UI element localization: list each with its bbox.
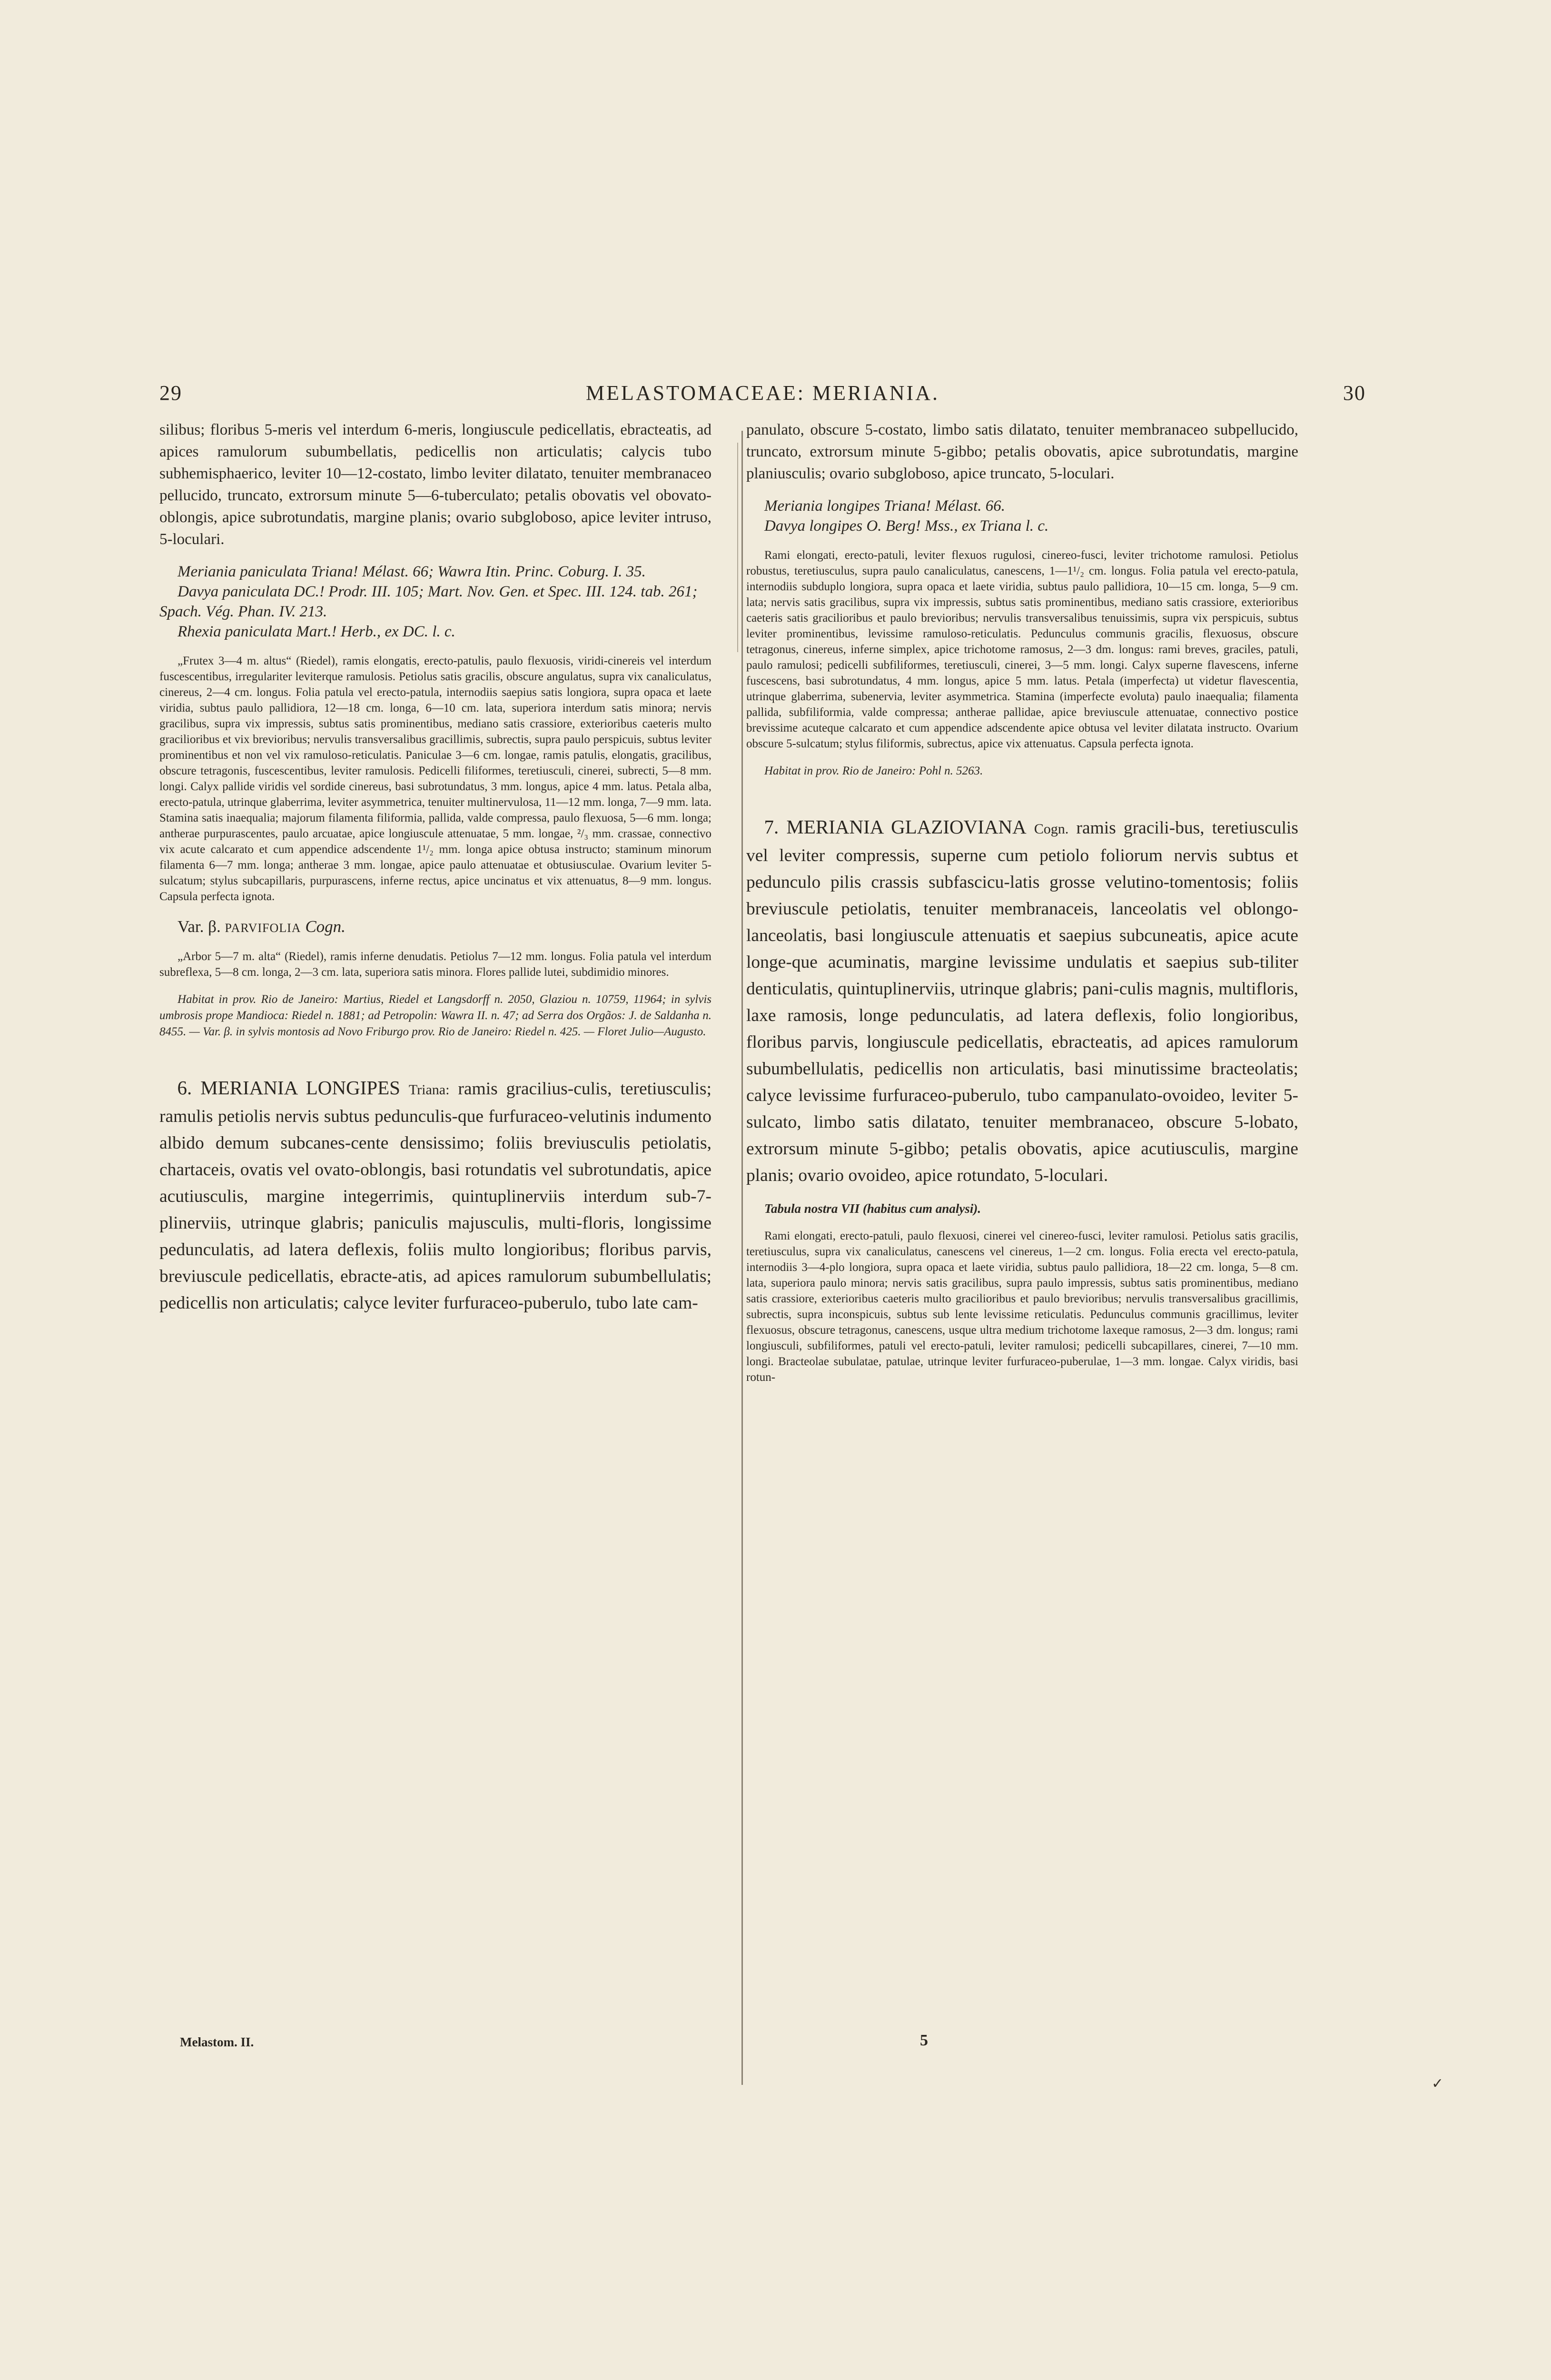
species-6-number: 6. <box>177 1077 192 1099</box>
running-title: MELASTOMACEAE: MERIANIA. <box>586 381 939 405</box>
variety-description: „Arbor 5—7 m. alta“ (Riedel), ramis inferne denudatis. Petiolus 7—12 mm. longus. Folia patula vel interdum subreflexa, 5—8 cm. longa, 2—3 cm. lata, superiora satis minora. Flores pallide lutei, subdimidio minores. <box>159 950 711 979</box>
species-6-diagnosis <box>159 1074 711 1317</box>
species-7-number: 7. <box>764 816 779 838</box>
plate-reference: Tabula nostra VII (habitus cum analysi). <box>764 1201 981 1216</box>
species-5-description: „Frutex 3—4 m. altus“ (Riedel), ramis elongatis, erecto-patulis, paulo flexuosis, viridi-cinereis vel interdum fuscescentibus, irregulariter leviterque ramulosis. Petiolus satis gracilis, obscure angulatus, supra vix canaliculatus, cinereus, 2—4 cm. longus. Folia patula vel erecto-patula, internodiis saepius satis longiora, supra opaca et laete viridia, subtus paulo pallidiora, 12—18 cm. longa, 6—10 cm. lata, superiora interdum satis minora; nervis gracilibus, supra vix impressis, subtus satis prominentibus, mediano satis crassiore, exterioribus caeteris multo gracilioribus et vix brevioribus; nervulis transversalibus gracillimis, subrectis, supra paulo perspicuis, subtus leviter prominentibus et non vel vix ramuloso-reticulatis. Paniculae 3—6 cm. longae, ramis patulis, elongatis, gracilibus, obscure tetragonis, fuscescentibus, leviter ramulosis. Pedicelli filiformes, teretiusculi, cinerei, subrecti, 5—8 mm. longi. Calyx pallide viridis vel sordide cinereus, basi subrotundatus, 3 mm. longus, apice 4 mm. latus. Petala alba, erecto-patula, utrinque glaberrima, leviter asymmetrica, tenuiter multinervulosa, 11—12 mm. longa, 7—9 mm. lata. Stamina satis inaequalia; majorum filamenta filiformia, pallida, valde compressa, paulo flexuosa, 5—6 mm. longa; antherae purpurascentes, paulo arcuatae, apice longiuscule attenuatae, 5 mm. longae, ²/₃ mm. crassae, connectivo vix acute calcarato et cum appendice adscendente 1¹/₂ mm. longa apice obtusa instructo; staminum minorum filamenta 6—7 mm. longa; antherae 3 mm. longae, apice paulo attenuatae et obtusiusculae. Ovarium leviter 5-sulcatum; stylus subcapillaris, purpurascens, inferne rectus, apice uncinatus et vix attenuatus, 8—9 mm. longus. Capsula perfecta ignota. <box>159 654 711 903</box>
species-5-diagnosis-end: silibus; floribus 5-meris vel interdum 6-meris, longiuscule pedicellatis, ebracteatis, ad apices ramulorum subumbellatis, pedicellis non articulatis; calycis tubo subhemisphaerico, leviter 10—12-costato, limbo leviter dilatato, tenuiter membranaceo pellucido, truncato, extrorsum minute 5—6-tuberculato; petalis obovatis vel obovato-oblongis, apice subrotundatis, margine planis; ovario subgloboso, apice leviter intruso, 5-loculari. <box>159 421 711 548</box>
species-6-text: ramis gracilius-culis, teretiusculis; ramulis petiolis nervis subtus pedunculis-que furfuraceo-velutinis indumento albido demum subcanes-cente densissimo; foliis breviusculis petiolatis, chartaceis, ovatis vel ovato-oblongis, basi rotundatis vel subrotundatis, apice acutiusculis, margine integerrimis, quintuplinerviis interdum sub-7-plinerviis, utrinque glabris; paniculis majusculis, multi-floris, longissime pedunculatis, ad latera deflexis, foliis multo longioribus; floribus parvis, breviuscule pedicellatis, ebracte-atis, ad apices ramulorum subumbellulatis; pedicellis non articulatis; calyce leviter furfuraceo-puberulo, tubo late cam- <box>159 1079 712 1313</box>
species-7-name: MERIANIA GLAZIOVIANA <box>786 816 1027 838</box>
left-column <box>159 419 711 1327</box>
synonymy-block <box>746 496 1298 536</box>
page-number-left: 29 <box>159 381 182 405</box>
species-6-name: MERIANIA LONGIPES <box>200 1077 400 1099</box>
citation: Meriania paniculata Triana! Mélast. 66; Wawra Itin. Princ. Coburg. I. 35. <box>178 563 646 580</box>
running-header <box>159 381 1366 414</box>
citation: Davya longipes O. Berg! Mss., ex Triana l. c. <box>764 517 1049 535</box>
variety-author: Cogn. <box>305 917 346 936</box>
page-number-right: 30 <box>1343 381 1366 405</box>
species-7-diagnosis <box>746 813 1298 1189</box>
citation: Meriania longipes Triana! Mélast. 66. <box>764 497 1005 515</box>
signature-mark: Melastom. II. <box>180 2035 254 2049</box>
variety-heading <box>178 916 711 939</box>
species-7-author: Cogn. <box>1034 821 1069 837</box>
variety-name: PARVIFOLIA <box>225 921 301 935</box>
citation: Davya paniculata DC.! Prodr. III. 105; Mart. Nov. Gen. et Spec. III. 124. tab. 261; Spach. Vég. Phan. IV. 213. <box>159 583 698 620</box>
species-6-diagnosis-end: panulato, obscure 5-costato, limbo satis dilatato, tenuiter membranaceo subpellucido, truncato, extrorsum minute 5-gibbo; petalis obovatis, apice subrotundatis, margine planiusculis; ovario subgloboso, apice truncato, 5-loculari. <box>746 421 1298 482</box>
variety-label: Var. β. <box>178 917 221 936</box>
sheet-number: 5 <box>920 2032 928 2049</box>
column-divider-secondary <box>737 443 738 652</box>
column-divider <box>741 431 743 2085</box>
species-5-habitat: Habitat in prov. Rio de Janeiro: Martius, Riedel et Langsdorff n. 2050, Glaziou n. 10759, 11964; in sylvis umbrosis prope Mandioca: Riedel n. 1881; ad Petropolin: Wawra II. n. 47; ad Serra dos Orgãos: J. de Saldanha n. 8455. — Var. β. in sylvis montosis ad Novo Friburgo prov. Rio de Janeiro: Riedel n. 425. — Floret Julio—Augusto. <box>159 993 711 1038</box>
right-column <box>746 419 1298 1397</box>
species-7-description: Rami elongati, erecto-patuli, paulo flexuosi, cinerei vel cinereo-fusci, leviter ramulosi. Petiolus satis gracilis, teretiusculus, supra vix canaliculatus, canescens vel cinereus, 1—2 cm. longus. Folia erecta vel erecto-patula, internodiis 3—4-plo longiora, supra opaca et laete viridia, subtus paulo pallidiora, 18—22 cm. longa, 5—8 cm. lata, superiora paulo minora; nervis satis gracilibus, supra paulo impressis, subtus satis prominentibus, mediano satis crassiore, exterioribus caeteris multo gracilioribus et paulo brevioribus; nervulis transversalibus gracillimis, subrectis, supra inconspicuis, subtus sub lente levissime reticulatis. Pedunculus communis gracillimus, leviter flexuosus, obscure tetragonus, canescens, usque ultra medium trichotome laxeque ramosus, 2—3 dm. longus; rami longiusculi, subfiliformes, patuli vel erecto-patuli, leviter ramulosi; pedicelli subcapillares, cinerei, 7—10 mm. longi. Bracteolae subulatae, patulae, utrinque leviter furfuraceo-puberulae, 1—3 mm. longae. Calyx viridis, basi rotun- <box>746 1230 1298 1384</box>
margin-tick-mark: ✓ <box>1432 2076 1444 2092</box>
synonymy-block <box>159 562 711 642</box>
species-6-habitat: Habitat in prov. Rio de Janeiro: Pohl n. 5263. <box>764 764 983 777</box>
species-6-author: Triana: <box>408 1082 450 1098</box>
citation: Rhexia paniculata Mart.! Herb., ex DC. l. c. <box>178 623 455 640</box>
species-7-text: ramis gracili-bus, teretiusculis vel leviter compressis, superne cum petiolo foliorum nervis subtus et pedunculo pilis crassis subfascicu-latis grosse velutino-tomentosis; foliis breviuscule petiolatis, tenuiter membranaceis, lanceolatis vel oblongo-lanceolatis, basi longiuscule attenuatis et saepius subcuneatis, apice acute longe-que acuminatis, margine levissime undulatis et saepius sub-tiliter denticulatis, quintuplinerviis, utrinque glabris; pani-culis magnis, multifloris, laxe ramosis, longe pedunculatis, ad latera deflexis, folio longioribus, floribus parvis, longiuscule pedicellatis, ebracteatis, ad apices ramulorum subumbellulatis, pedicellis non articulatis, basi minutissime bracteolatis; calyce levissime furfuraceo-puberulo, tubo campanulato-ovoideo, leviter 5-sulcato, limbo satis dilatato, tenuiter membranaceo, obscure 5-lobato, extrorsum minute 5-gibbo; petalis obovatis, apice acutiusculis, margine planis; ovario ovoideo, apice rotundato, 5-loculari. <box>746 818 1299 1185</box>
species-6-description: Rami elongati, erecto-patuli, leviter flexuos rugulosi, cinereo-fusci, leviter trichotome ramulosi. Petiolus robustus, teretiusculus, supra paulo canaliculatus, canescens, 1—1¹/₂ cm. longus. Folia patula vel erecto-patula, internodiis subduplo longiora, supra opaca et laete viridia, subtus paulo pallidiora, 10—15 cm. longa, 5—9 cm. lata; nervis satis gracilibus, supra vix impressis, subtus satis prominentibus, mediano satis crassiore, exterioribus caeteris satis gracilioribus et paulo brevioribus; nervulis transversalibus tenuissimis, supra vix perspicuis, subtus leviter prominentibus, levissime ramuloso-reticulatis. Pedunculus communis gracilis, flexuosus, obscure tetragonus, cinereus, inferne simplex, apice trichotome ramosus, 2—3 dm. longus: rami breves, graciles, patuli, paulo ramulosi; pedicelli subfiliformes, teretiusculi, cinerei, 3—5 mm. longi. Calyx superne flavescens, inferne fuscescens, basi subrotundatus, 4 mm. longus, apice 5 mm. latus. Petala (imperfecta) ut videtur flavescentia, utrinque glaberrima, subenervia, leviter asymmetrica. Stamina (imperfecte evoluta) paulo inaequalia; filamenta pallida, subfiliformia, valde compressa; antherae pallidae, apice breviuscule attenuatae, connectivo postice brevissime acuteque calcarato et cum appendice adscendente apice obtusa vel leviter dilatata instructo. Ovarium obscure 5-sulcatum; stylus filiformis, subrectus, apice vix attenuatus. Capsula perfecta ignota. <box>746 549 1298 750</box>
